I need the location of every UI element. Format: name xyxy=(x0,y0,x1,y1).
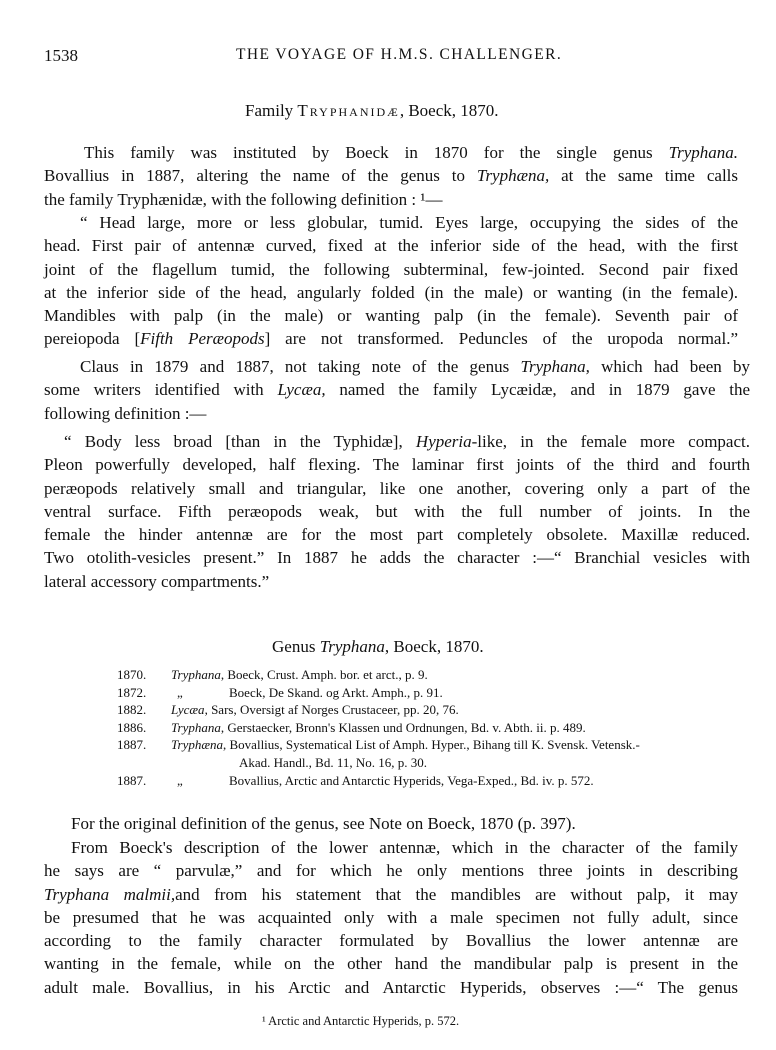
synonymy-entry: 1887. Tryphæna, Bovallius, Systematical List of Amph. Hyper., Bihang till K. Svensk. Vetensk.- xyxy=(117,737,640,753)
synonymy-entry-continuation: Akad. Handl., Bd. 11, No. 16, p. 30. xyxy=(239,754,428,770)
footnote: ¹ Arctic and Antarctic Hyperids, p. 572. xyxy=(262,1014,460,1028)
page-number: 1538 xyxy=(44,46,78,65)
paragraph-family-intro: This family was instituted by Boeck in 1870 for the single genus Tryphana. Bovallius in 1887, altering the name of the genus to Tryphæna, at the same time calls the family Tryphænidæ, with the following definition : ¹— xyxy=(44,143,739,209)
synonymy-entry: 1887. „ Bovallius, Arctic and Antarctic Hyperids, Vega-Exped., Bd. iv. p. 572. xyxy=(117,772,594,788)
family-heading: Family Tryphanidæ, Boeck, 1870. xyxy=(245,101,499,120)
paragraph-boeck-description: From Boeck's description of the lower antennæ, which in the character of the family he says are “ parvulæ,” and for which he only mentions three joints in describing Tryphana malmii,and from his statement that the mandibles are without palp, it may be presumed that he was acquainted only with a male specimen not fully adult, since according to the family character formulated by Bovallius the lower antennæ are wanting in the female, while on the other hand the mandibular palp is present in the adult male. Bovallius, in his Arctic and Antarctic Hyperids, observes :—“ The genus xyxy=(44,838,738,997)
synonymy-entry: 1870. Tryphana, Boeck, Crust. Amph. bor. et arct., p. 9. xyxy=(117,667,428,682)
synonymy-entry: 1886. Tryphana, Gerstaecker, Bronn's Klassen und Ordnungen, Bd. v. Abth. ii. p. 489. xyxy=(117,719,586,735)
running-title: THE VOYAGE OF H.M.S. CHALLENGER. xyxy=(236,46,563,63)
synonymy-list xyxy=(117,666,737,789)
quote-claus-definition: “ Body less broad [than in the Typhidæ], Hyperia-like, in the female more compact. Pleon powerfully developed, half flexing. The laminar first joints of the third and fourth peræopods relatively small and triangular, like one another, covering only a part of the ventral surface. Fifth peræopods weak, but with the full number of joints. In the female the hinder antennæ are for the most part completely obsolete. Maxillæ reduced. Two otolith-vesicles present.” In 1887 he adds the character :—“ Branchial vesicles with lateral accessory compartments.” xyxy=(44,432,750,591)
synonymy-entry: 1882. Lycæa, Sars, Oversigt af Norges Crustaceer, pp. 20, 76. xyxy=(117,702,459,718)
quote-bovallius-definition: “ Head large, more or less globular, tumid. Eyes large, occupying the sides of the head. First pair of antennæ curved, fixed at the inferior side of the head, with the first joint of the flagellum tumid, the following subterminal, few-jointed. Second pair fixed at the inferior side of the head, angularly folded (in the male) or wanting (in the female). Mandibles with palp (in the male) or wanting palp (in the female). Seventh pair of pereiopoda [Fifth Peræopods] are not transformed. Peduncles of the uropoda normal.” xyxy=(44,213,738,349)
synonymy-entry: 1872. „ Boeck, De Skand. og Arkt. Amph., p. 91. xyxy=(117,684,443,700)
paragraph-original-definition: For the original definition of the genus, see Note on Boeck, 1870 (p. 397). xyxy=(71,814,576,833)
genus-heading: Genus Tryphana, Boeck, 1870. xyxy=(272,637,484,656)
paragraph-claus: Claus in 1879 and 1887, not taking note of the genus Tryphana, which had been by some writers identified with Lycæa, named the family Lycæidæ, and in 1879 gave the following definition :— xyxy=(44,357,751,423)
